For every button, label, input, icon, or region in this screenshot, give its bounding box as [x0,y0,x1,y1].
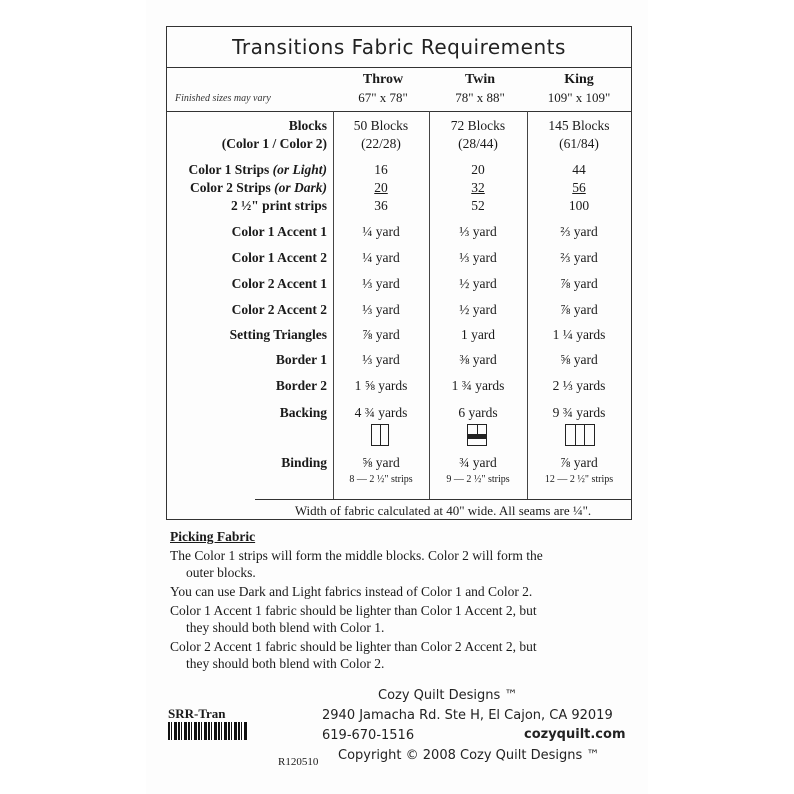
footer-brand: Cozy Quilt Designs ™ [378,688,518,703]
cell-backing-twin: 6 yards [458,405,498,420]
label-print-strips: 2 ½" print strips [230,198,327,213]
cell-c1a1-twin: ⅓ yard [459,224,497,239]
cell-setting-throw: ⅞ yard [362,327,400,342]
label-blocks: Blocks [288,118,327,133]
cell-c1a2-twin: ⅓ yard [459,250,497,265]
col-throw-name: Throw [362,72,404,87]
finished-note: Finished sizes may vary [175,93,271,104]
footer-website: cozyquilt.com [524,727,626,742]
cell-border2-king: 2 ⅓ yards [552,378,606,393]
picking-p2: You can use Dark and Light fabrics instead of Color 1 and Color 2. [170,584,533,599]
col-throw-size: 67" x 78" [358,90,408,105]
cell-setting-king: 1 ¼ yards [552,327,606,342]
cell-border1-twin: ⅜ yard [459,352,497,367]
cell-backing-throw: 4 ¾ yards [354,405,408,420]
cell-border1-throw: ⅓ yard [362,352,400,367]
sku-label: SRR-Tran [168,706,226,721]
pattern-card [146,0,648,794]
backing-3-panel-icon [565,424,595,446]
label-binding: Binding [281,455,327,470]
cell-binding-twin: ¾ yard [459,455,497,470]
label-border2: Border 2 [275,378,327,393]
cell-c2strips-twin: 32 [471,180,485,195]
col-king-name: King [564,72,594,87]
footer-phone: 619-670-1516 [322,728,415,743]
cell-c2a2-throw: ⅓ yard [362,302,400,317]
label-blocks-colors: (Color 1 / Color 2) [221,136,327,151]
cell-c1a1-throw: ¼ yard [362,224,400,239]
barcode [168,722,248,740]
table-title: Transitions Fabric Requirements [167,27,631,68]
cell-printstrips-king: 100 [568,198,590,213]
cell-c1strips-king: 44 [572,162,586,177]
label-color1-strips: Color 1 Strips (or Light) [188,162,327,177]
cell-binding-strips-king: 12 — 2 ½" strips [544,474,614,485]
cell-printstrips-throw: 36 [374,198,388,213]
picking-heading: Picking Fabric [170,529,256,544]
label-c2a2: Color 2 Accent 2 [231,302,327,317]
cell-blocks-twin: 72 Blocks [450,118,506,133]
cell-c1a2-throw: ¼ yard [362,250,400,265]
cell-binding-strips-throw: 8 — 2 ½" strips [349,474,413,485]
cell-binding-king: ⅞ yard [560,455,598,470]
cell-c1strips-twin: 20 [471,162,485,177]
cell-c2a1-king: ⅞ yard [560,276,598,291]
picking-p4: Color 2 Accent 1 fabric should be lighter than Color 2 Accent 2, but they should both blend with Color 2. [170,639,537,671]
backing-horizontal-panel-icon [467,424,487,446]
label-c2a1: Color 2 Accent 1 [231,276,327,291]
label-border1: Border 1 [275,352,327,367]
cell-printstrips-twin: 52 [471,198,485,213]
cell-c2strips-king: 56 [572,180,586,195]
cell-c1a2-king: ⅔ yard [560,250,598,265]
label-setting-triangles: Setting Triangles [229,327,327,342]
requirements-table [166,26,632,520]
wof-note: Width of fabric calculated at 40" wide. All seams are ¼". [294,503,592,518]
cell-blocks-king: 145 Blocks [548,118,610,133]
cell-c2a1-throw: ⅓ yard [362,276,400,291]
cell-c2strips-throw: 20 [374,180,388,195]
footer-address: 2940 Jamacha Rd. Ste H, El Cajon, CA 92019 [322,708,613,723]
label-c1a2: Color 1 Accent 2 [231,250,327,265]
picking-p3: Color 1 Accent 1 fabric should be lighter than Color 1 Accent 2, but they should both blend with Color 1. [170,603,537,635]
cell-blocks-split-twin: (28/44) [458,136,498,151]
cell-blocks-split-king: (61/84) [559,136,599,151]
label-color2-strips: Color 2 Strips (or Dark) [189,180,327,195]
cell-binding-throw: ⅝ yard [362,455,400,470]
wof-divider [255,499,631,500]
cell-c1a1-king: ⅔ yard [560,224,598,239]
cell-c1strips-throw: 16 [374,162,388,177]
cell-setting-twin: 1 yard [460,327,496,342]
cell-c2a2-twin: ½ yard [459,302,497,317]
cell-binding-strips-twin: 9 — 2 ½" strips [446,474,510,485]
picking-p1: The Color 1 strips will form the middle blocks. Color 2 will form the outer blocks. [170,548,543,580]
cell-border2-throw: 1 ⅝ yards [354,378,408,393]
col-king-size: 109" x 109" [547,90,611,105]
label-c1a1: Color 1 Accent 1 [231,224,327,239]
backing-2-panel-icon [371,424,389,446]
col-twin-name: Twin [464,72,496,87]
cell-c2a2-king: ⅞ yard [560,302,598,317]
cell-blocks-split-throw: (22/28) [361,136,401,151]
cell-c2a1-twin: ½ yard [459,276,497,291]
product-code: R120510 [278,756,319,768]
label-backing: Backing [279,405,327,420]
cell-border1-king: ⅝ yard [560,352,598,367]
cell-backing-king: 9 ¾ yards [552,405,606,420]
footer-copyright: Copyright © 2008 Cozy Quilt Designs ™ [338,748,600,763]
col-twin-size: 78" x 88" [455,90,505,105]
cell-border2-twin: 1 ¾ yards [451,378,505,393]
cell-blocks-throw: 50 Blocks [353,118,409,133]
header-divider [167,111,631,112]
picking-fabric-section [170,528,630,674]
